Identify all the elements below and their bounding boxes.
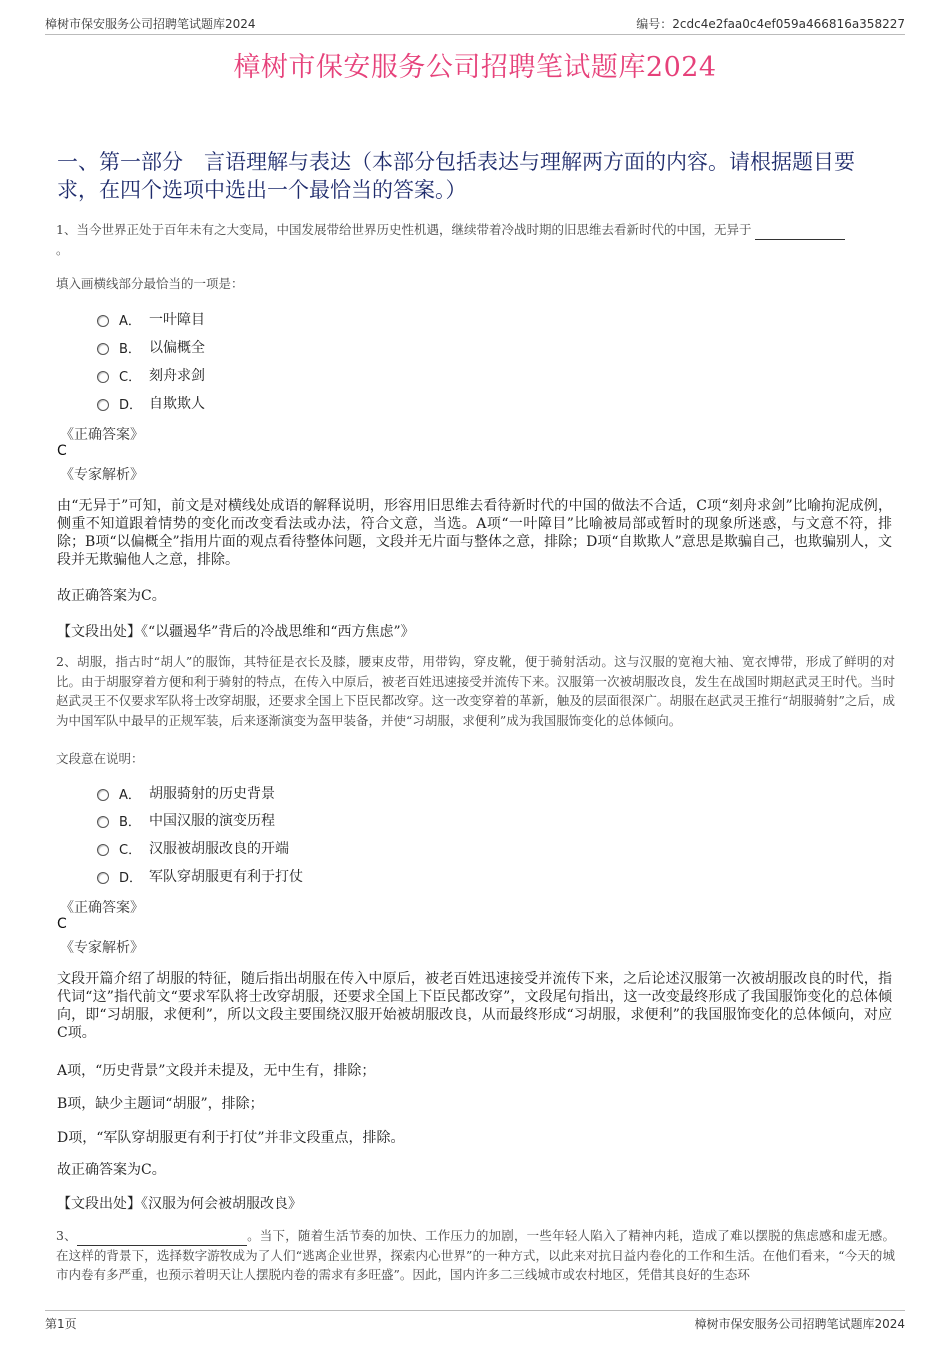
question-3-stem: 3、 。当下，随着生活节奏的加快、工作压力的加剧，一些年轻人陷入了精神内耗，造成了难以摆脱的焦虑感和虚无感。在这样的背景下，选择数字游牧成为了人们“逃离企业世界，探索内心世界”的一种方式，以此来对抗日益内卷化的工作和生活。在他们看来，“今天的城市内卷有多严重，也预示着明天让人摆脱内卷的需求有多旺盛”。因此，国内许多二三线城市或农村地区，凭借其良好的生态环 [56, 1228, 895, 1282]
correct-answer: C [57, 443, 67, 459]
source-citation: 【文段出处】《“以疆遏华”背后的冷战思维和“西方焦虑”》 [57, 624, 415, 640]
question-1-prompt: 填入画横线部分最恰当的一项是： [56, 276, 244, 291]
question-2-prompt: 文段意在说明： [56, 751, 144, 766]
question-2-stem: 2、胡服，指古时“胡人”的服饰，其特征是衣长及膝，腰束皮带，用带钩，穿皮靴，便于骑射活动。这与汉服的宽袍大袖、宽衣博带，形成了鲜明的对比。由于胡服穿着方便和利于骑射的特点，在传入中原后，被老百姓迅速接受并流传下来。汉服第一次被胡服改良，发生在战国时期赵武灵王时代。当时赵武灵王不仅要求军队将士改穿胡服，还要求全国上下臣民都改穿。这一改变穿着的革新，触及的层面很深广。胡服在赵武灵王推行“胡服骑射”之后，成为中国军队中最早的正规军装，后来逐渐演变为盔甲装备，并使“习胡服，求便利”成为我国服饰变化的总体倾向。 [56, 654, 895, 728]
page-number: 第1页 [45, 1317, 77, 1331]
option-c[interactable]: C． 汉服被胡服改良的开端 [97, 837, 289, 859]
radio-button[interactable] [97, 789, 109, 801]
correct-answer: C [57, 916, 67, 932]
section-heading: 一、第一部分 言语理解与表达（本部分包括表达与理解两方面的内容。请根据题目要求，在四个选项中选出一个最恰当的答案。） [57, 150, 855, 202]
radio-button[interactable] [97, 399, 109, 411]
answer-blank [77, 1231, 247, 1246]
conclusion: 故正确答案为C。 [57, 1162, 166, 1178]
page-header [45, 12, 905, 35]
option-b[interactable]: B． 以偏概全 [97, 336, 205, 358]
exclusion-d: D项，“军队穿胡服更有利于打仗”并非文段重点，排除。 [57, 1130, 405, 1146]
option-d[interactable]: D． 自欺欺人 [97, 392, 205, 414]
correct-answer-label: 《正确答案》 [60, 900, 144, 916]
radio-button[interactable] [97, 371, 109, 383]
radio-button[interactable] [97, 315, 109, 327]
radio-button[interactable] [97, 844, 109, 856]
expert-analysis-label: 《专家解析》 [60, 940, 144, 956]
radio-button[interactable] [97, 816, 109, 828]
option-a[interactable]: A． 一叶障目 [97, 308, 205, 330]
document-title: 樟树市保安服务公司招聘笔试题库2024 [233, 52, 717, 83]
analysis-text: 由“无异于”可知，前文是对横线处成语的解释说明，形容用旧思维去看待新时代的中国的做法不合适，C项“刻舟求剑”比喻拘泥成例，侧重不知道跟着情势的变化而改变看法或办法，符合文意，当选。A项“一叶障目”比喻被局部或暂时的现象所迷惑，与文意不符，排除；B项“以偏概全”指用片面的观点看待整体问题，文段并无片面与整体之意，排除；D项“自欺欺人”意思是欺骗自己，也欺骗别人，文段并无欺骗他人之意，排除。 [57, 498, 892, 568]
question-1-stem: 1、当今世界正处于百年未有之大变局，中国发展带给世界历史性机遇，继续带着冷战时期的旧思维去看新时代的中国，无异于 。 [56, 220, 895, 260]
footer-title: 樟树市保安服务公司招聘笔试题库2024 [694, 1317, 905, 1331]
option-d[interactable]: D． 军队穿胡服更有利于打仗 [97, 865, 303, 887]
conclusion: 故正确答案为C。 [57, 588, 166, 604]
expert-analysis-label: 《专家解析》 [60, 467, 144, 483]
radio-button[interactable] [97, 872, 109, 884]
page-footer [45, 1310, 905, 1332]
radio-button[interactable] [97, 343, 109, 355]
option-b[interactable]: B． 中国汉服的演变历程 [97, 809, 275, 831]
analysis-text: 文段开篇介绍了胡服的特征，随后指出胡服在传入中原后，被老百姓迅速接受并流传下来，之后论述汉服第一次被胡服改良的时代，指代词“这”指代前文“要求军队将士改穿胡服，还要求全国上下臣民都改穿”，文段尾句指出，这一改变最终形成了我国服饰变化的总体倾向，即“习胡服，求便利”，所以文段主要围绕汉服开始被胡服改良，从而最终形成“习胡服，求便利”的我国服饰变化的总体倾向，对应C项。 [57, 971, 892, 1041]
option-c[interactable]: C． 刻舟求剑 [97, 364, 205, 386]
source-citation: 【文段出处】《汉服为何会被胡服改良》 [57, 1196, 302, 1212]
option-a[interactable]: A． 胡服骑射的历史背景 [97, 782, 275, 804]
correct-answer-label: 《正确答案》 [60, 427, 144, 443]
answer-blank [755, 225, 845, 240]
exclusion-b: B项，缺少主题词“胡服”，排除； [57, 1096, 264, 1112]
header-title: 樟树市保安服务公司招聘笔试题库2024 [45, 17, 256, 31]
document-id: 编号：2cdc4e2faa0c4ef059a466816a358227 [636, 17, 905, 31]
exclusion-a: A项，“历史背景”文段并未提及，无中生有，排除； [57, 1063, 376, 1079]
